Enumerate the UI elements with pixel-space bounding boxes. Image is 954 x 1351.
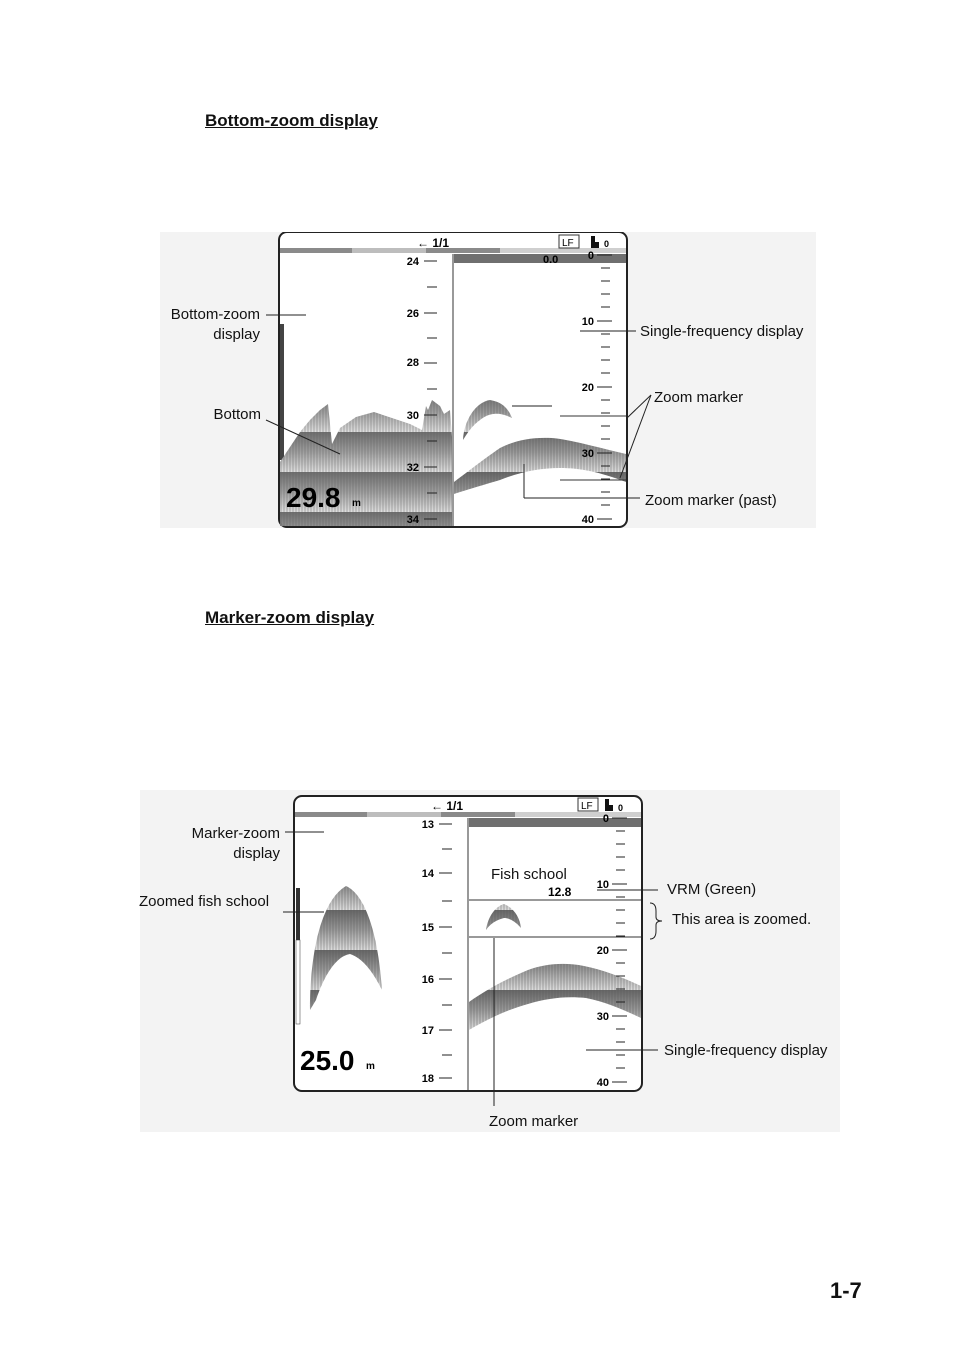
svg-text:26: 26 xyxy=(406,308,419,320)
svg-text:28: 28 xyxy=(406,357,419,369)
color-scale-bar xyxy=(280,324,284,460)
section-heading-marker-zoom: Marker-zoom display xyxy=(205,608,375,627)
lf-badge: LF xyxy=(581,801,593,812)
callout-marker-zoom-display: Marker-zoom display xyxy=(191,825,280,862)
svg-text:40: 40 xyxy=(596,1077,609,1089)
depth-readout: 29.8 xyxy=(286,482,341,513)
svg-text:30: 30 xyxy=(596,1011,609,1023)
callout-zoom-marker: Zoom marker xyxy=(489,1113,579,1130)
lf-badge: LF xyxy=(562,238,574,249)
tx-indicator: 0 xyxy=(604,239,610,249)
tx-indicator: 0 xyxy=(618,803,624,813)
callout-vrm-green: VRM (Green) xyxy=(667,881,757,898)
callout-single-frequency: Single-frequency display xyxy=(664,1042,828,1059)
svg-text:10: 10 xyxy=(581,316,594,328)
svg-text:30: 30 xyxy=(406,410,419,422)
depth-readout: 25.0 xyxy=(300,1045,355,1076)
svg-text:17: 17 xyxy=(421,1025,434,1037)
svg-text:10: 10 xyxy=(596,879,609,891)
svg-text:14: 14 xyxy=(421,868,434,880)
callout-zoomed-fish-school: Zoomed fish school xyxy=(139,893,270,910)
callout-fish-school: Fish school xyxy=(491,866,567,883)
svg-text:13: 13 xyxy=(421,819,434,831)
svg-text:30: 30 xyxy=(581,448,594,460)
svg-text:40: 40 xyxy=(581,514,594,526)
svg-text:15: 15 xyxy=(421,922,434,934)
svg-text:20: 20 xyxy=(581,382,594,394)
vrm-value: 12.8 xyxy=(548,885,572,899)
callout-single-frequency: Single-frequency display xyxy=(640,323,804,340)
callout-zoom-marker: Zoom marker xyxy=(654,389,744,406)
range-indicator: ← 1/1 xyxy=(431,799,464,813)
depth-unit: m xyxy=(366,1061,375,1072)
depth-unit: m xyxy=(352,498,361,509)
svg-text:34: 34 xyxy=(406,514,419,526)
callout-area-zoomed: This area is zoomed. xyxy=(672,911,812,928)
svg-text:32: 32 xyxy=(406,462,419,474)
svg-text:16: 16 xyxy=(421,974,434,986)
range-indicator: ← 1/1 xyxy=(417,236,450,250)
svg-text:20: 20 xyxy=(596,945,609,957)
bottom-zoom-screen xyxy=(160,232,816,528)
page-number: 1-7 xyxy=(830,1278,862,1303)
callout-zoom-marker-past: Zoom marker (past) xyxy=(645,492,777,509)
callout-bottom-zoom-display: Bottom-zoom display xyxy=(170,306,260,343)
vrm-value: 0.0 xyxy=(543,254,559,266)
callout-bottom: Bottom xyxy=(213,406,261,423)
svg-text:18: 18 xyxy=(421,1073,434,1085)
svg-text:0: 0 xyxy=(602,813,609,825)
svg-text:24: 24 xyxy=(406,256,419,268)
svg-text:0: 0 xyxy=(587,250,594,262)
section-heading-bottom-zoom: Bottom-zoom display xyxy=(205,111,378,130)
